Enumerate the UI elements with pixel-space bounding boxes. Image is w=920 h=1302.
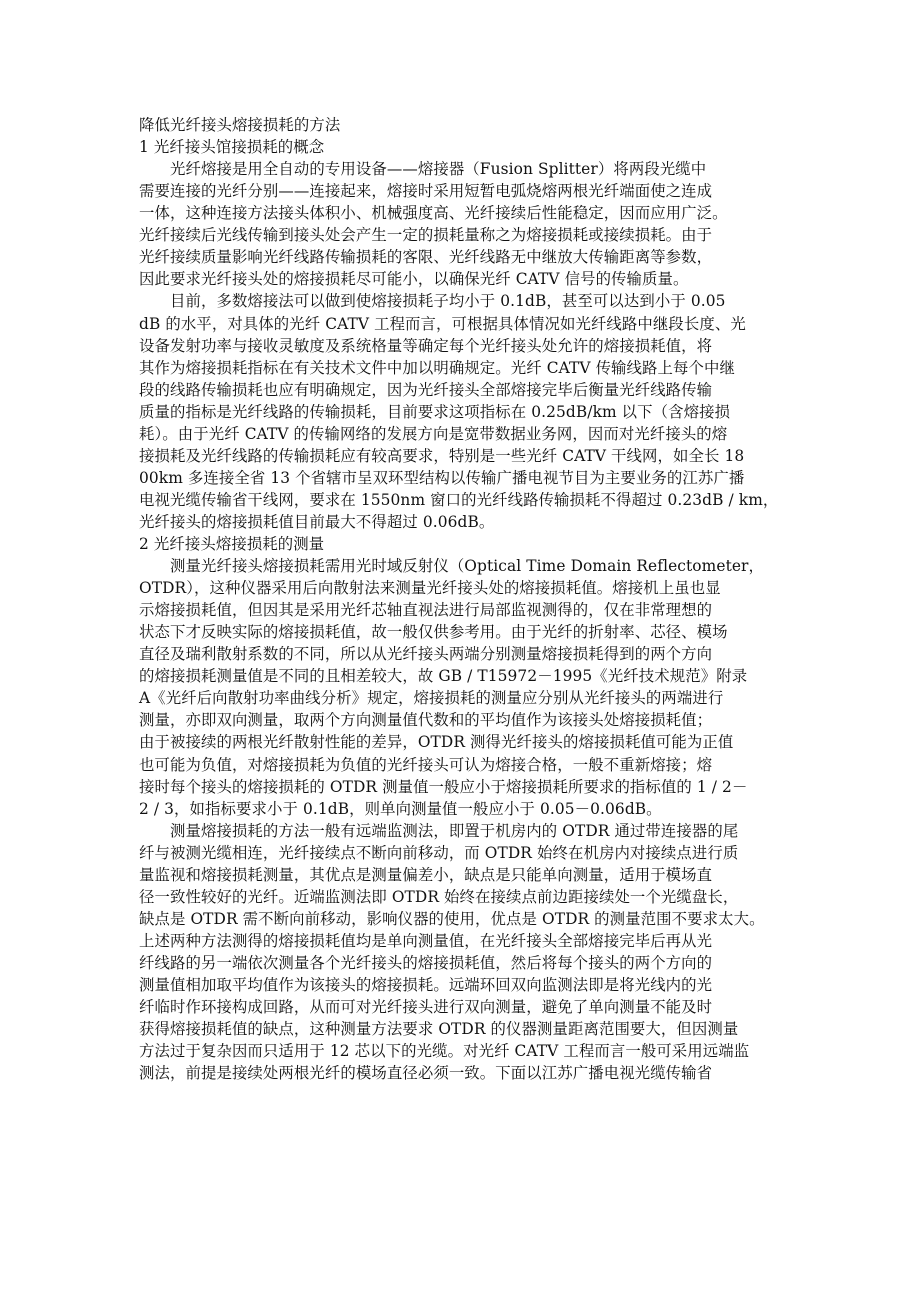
text-line: 因此要求光纤接头处的熔接损耗尽可能小，以确保光纤 CATV 信号的传输质量。 [139, 270, 689, 289]
text-line: 00km 多连接全省 13 个省辖市呈双环型结构以传输广播电视节目为主要业务的江苏广播 [139, 468, 745, 487]
text-line: 获得熔接损耗值的缺点，这种测量方法要求 OTDR 的仪器测量距离范围要大，但因测量 [139, 1020, 739, 1039]
text-line: 2 / 3，如指标要求小于 0.1dB，则单向测量值一般应小于 0.05－0.06dB。 [139, 799, 662, 818]
text-line: 光纤接头的熔接损耗值目前最大不得超过 0.06dB。 [139, 512, 495, 531]
text-line: dB 的水平，对具体的光纤 CATV 工程而言，可根据具体情况如光纤线路中继段长度、光 [139, 314, 746, 333]
text-line: A《光纤后向散射功率曲线分析》规定，熔接损耗的测量应分别从光纤接头的两端进行 [139, 689, 724, 708]
text-line: 径一致性较好的光纤。近端监测法即 OTDR 始终在接续点前边距接续处一个光缆盘长， [139, 887, 739, 906]
text-line: 测法，前提是接续处两根光纤的模场直径必须一致。下面以江苏广播电视光缆传输省 [139, 1064, 713, 1083]
text-line: 也可能为负值，对熔接损耗为负值的光纤接头可认为熔接合格，一般不重新熔接；熔 [139, 755, 713, 774]
text-line: 量监视和熔接损耗测量，其优点是测量偏差小，缺点是只能单向测量，适用于模场直 [139, 865, 713, 884]
text-line: 缺点是 OTDR 需不断向前移动，影响仪器的使用，优点是 OTDR 的测量范围不要求太大。 [139, 909, 765, 928]
text-line: 耗）。由于光纤 CATV 的传输网络的发展方向是宽带数据业务网，因而对光纤接头的熔 [139, 424, 728, 443]
text-line: 质量的指标是光纤线路的传输损耗，目前要求这项指标在 0.25dB/km 以下（含熔接损 [139, 402, 731, 421]
text-line: 光纤接续后光线传输到接头处会产生一定的损耗量称之为熔接损耗或接续损耗。由于 [139, 226, 713, 245]
section-heading-1: 1 光纤接头馆接损耗的概念 [139, 138, 325, 157]
text-line: 由于被接续的两根光纤散射性能的差异，OTDR 测得光纤接头的熔接损耗值可能为正值 [139, 733, 734, 752]
text-line: 方法过于复杂因而只适用于 12 芯以下的光缆。对光纤 CATV 工程而言一般可采用远端监 [139, 1042, 750, 1061]
text-line: 光纤熔接是用全自动的专用设备——熔接器（Fusion Splitter）将两段光缆中 [139, 160, 707, 179]
text-line: 测量熔接损耗的方法一般有远端监测法，即置于机房内的 OTDR 通过带连接器的尾 [139, 821, 739, 840]
text-line: 纤临时作环接构成回路，从而可对光纤接头进行双向测量，避免了单向测量不能及时 [139, 998, 713, 1016]
text-line: 测量值相加取平均值作为该接头的熔接损耗。远端环回双向监测法即是将光线内的光 [139, 976, 713, 994]
text-line: 段的线路传输损耗也应有明确规定，因为光纤接头全部熔接完毕后衡量光纤线路传输 [139, 380, 713, 399]
text-line: 光纤接续质量影响光纤线路传输损耗的客限、光纤线路无中继放大传输距离等参数， [139, 248, 713, 267]
text-line: 一体，这种连接方法接头体积小、机械强度高、光纤接续后性能稳定，因而应用广泛。 [139, 204, 728, 223]
text-line: 接时每个接头的熔接损耗的 OTDR 测量值一般应小于熔接损耗所要求的指标值的 1 / 2－ [139, 777, 748, 796]
text-line: 纤与被测光缆相连，光纤接续点不断向前移动，而 OTDR 始终在机房内对接续点进行质 [139, 843, 739, 862]
text-line: 示熔接损耗值，但因其是采用光纤芯轴直视法进行局部监视测得的，仅在非常理想的 [139, 601, 713, 620]
text-line: 设备发射功率与接收灵敏度及系统格量等确定每个光纤接头处允许的熔接损耗值，将 [139, 336, 713, 355]
text-line: 其作为熔接损耗指标在有关技术文件中加以明确规定。光纤 CATV 传输线路上每个中继 [139, 358, 735, 377]
text-line: 直径及瑞利散射系数的不同，所以从光纤接头两端分别测量熔接损耗得到的两个方向 [139, 645, 713, 664]
text-line: 的熔接损耗测量值是不同的且相差较大，故 GB / T15972－1995《光纤技术规范》附录 [139, 667, 748, 686]
text-line: 需要连接的光纤分别——连接起来，熔接时采用短暂电弧烧熔两根光纤端面使之连成 [139, 182, 713, 201]
text-line: 目前，多数熔接法可以做到使熔接损耗子均小于 0.1dB，甚至可以达到小于 0.05 [139, 292, 726, 311]
text-line: 电视光缆传输省干线网，要求在 1550nm 窗口的光纤线路传输损耗不得超过 0.23dB / km， [139, 490, 779, 509]
document-title: 降低光纤接头熔接损耗的方法 [139, 116, 341, 134]
text-line: 测量，亦即双向测量，取两个方向测量值代数和的平均值作为该接头处熔接损耗值； [139, 711, 713, 730]
section-heading-2: 2 光纤接头熔接损耗的测量 [139, 535, 325, 553]
text-line: 状态下才反映实际的熔接损耗值，故一般仅供参考用。由于光纤的折射率、芯径、模场 [139, 623, 728, 642]
text-line: 纤线路的另一端依次测量各个光纤接头的熔接损耗值，然后将每个接头的两个方向的 [139, 953, 713, 972]
text-line: 接损耗及光纤线路的传输损耗应有较高要求，特别是一些光纤 CATV 干线网，如全长 18 [139, 446, 745, 465]
text-line: 测量光纤接头熔接损耗需用光时域反射仪（Optical Time Domain Reflectometer， [139, 557, 765, 575]
text-line: OTDR），这种仪器采用后向散射法来测量光纤接头处的熔接损耗值。熔接机上虽也显 [139, 579, 721, 597]
text-line: 上述两种方法测得的熔接损耗值均是单向测量值，在光纤接头全部熔接完毕后再从光 [139, 931, 713, 950]
